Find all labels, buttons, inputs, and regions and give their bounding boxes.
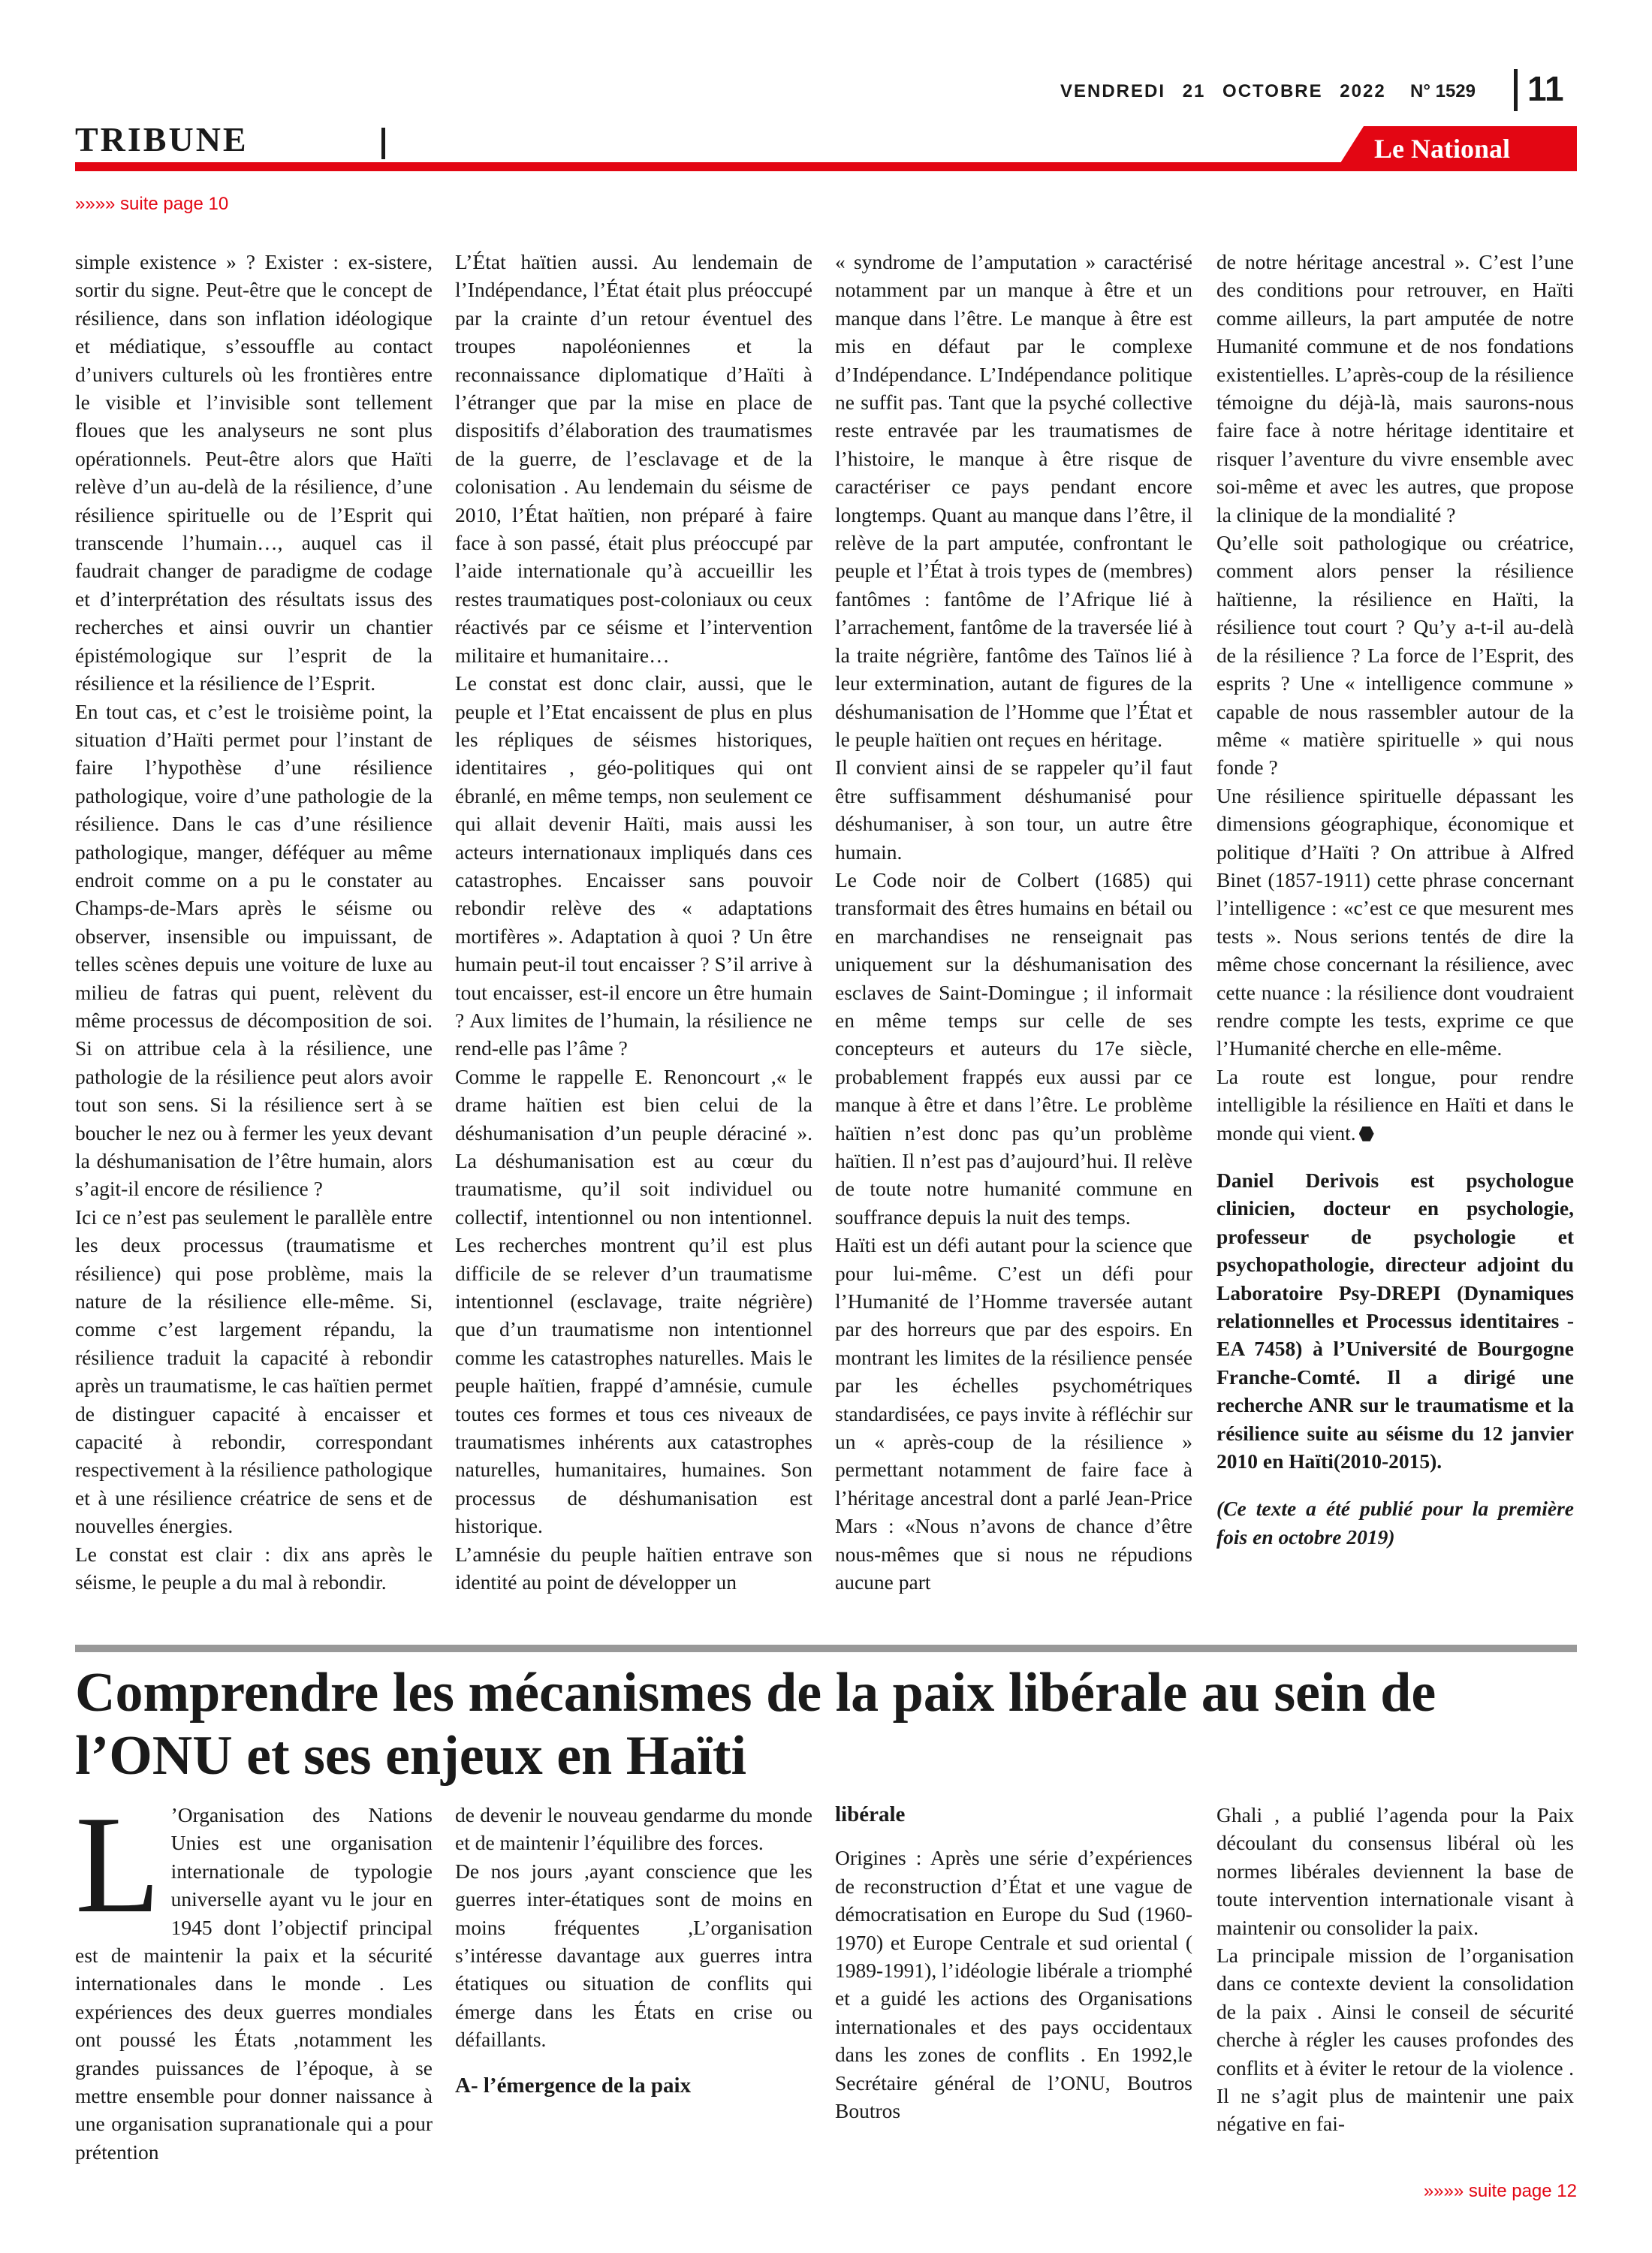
paragraph: Qu’elle soit pathologique ou créatrice, comment alors penser la résilience haïtienne, la résilience en Haïti, la résilience tout court ? Qu’y a-t-il au-delà de la résilience ? La force de l’Esprit, des esprits ? Une « intelligence commune » capable de nous rassembler autour de la même « matière spirituelle » qui nous fonde ?	[1216, 531, 1574, 780]
article2-headline: Comprendre les mécanismes de la paix libérale au sein de l’ONU et ses enjeux en Haïti	[75, 1662, 1436, 1787]
section-divider	[381, 128, 385, 159]
paragraph: « syndrome de l’amputation » caractérisé notamment par un manque à être et un manque dans l’être. Le manque à être est mis en défaut par le complexe d’Indépendance. L’Indépendance politique ne suffit pas. Tant que la psyché collective reste entravée par les traumatismes de l’histoire, le manque à être risque de caractériser ce pays pendant encore longtemps. Quant au manque dans l’être, il relève de la part amputée, confrontant le peuple et l’État à trois types de (membres) fantômes : fantôme de l’Afrique lié à l’arrachement, fantôme de la traversée lié à la traite négrière, fantôme des Taïnos lié à leur extermination, autant de figures de la déshumanisation de l’Homme que l’État et le peuple haïtien ont reçues en héritage.	[835, 250, 1192, 751]
paragraph: Comme le rappelle E. Renoncourt ,« le drame haïtien est bien celui de la déshumanisation d’un peuple déraciné ». La déshumanisation est au cœur du traumatisme, qu’il soit individuel ou collectif, intentionnel ou non intentionnel. Les recherches montrent qu’il est plus difficile de se relever d’un traumatisme intentionnel (esclavage, traite négrière) que d’un traumatisme non intentionnel comme les catastrophes naturelles. Mais le peuple haïtien, frappé d’amnésie, cumule toutes ces formes et tous ces niveaux de traumatismes inhérents aux catastrophes naturelles, humanitaires, humaines. Son processus de déshumanisation est historique.	[455, 1064, 812, 1538]
lead-text: ’Organisation des Nations Unies est une organisation internationale de typologie universelle ayant vu le jour en 1945 dont l’objectif principal est de maintenir la paix et la sécurité internationales dans le monde . Les expériences des deux guerres mondiales ont poussé les États ,notamment les grandes puissances de l’époque, à se mettre ensemble pour donner naissance à une organisation supranationale qui a pour prétention	[75, 1803, 433, 2164]
paragraph: De nos jours ,ayant conscience que les guerres inter-étatiques sont de moins en moins fréquentes ,L’organisation s’intéresse davantage aux guerres intra étatiques ou situation de conflits qui émerge dans les États en crise ou défaillants.	[455, 1859, 812, 2052]
lead-paragraph	[75, 1787, 433, 2166]
subheading: A- l’émergence de la paix	[455, 2073, 692, 2098]
paragraph: de notre héritage ancestral ». C’est l’une des conditions pour retrouver, en Haïti comme ailleurs, la part amputée de notre Humanité commune et de nos fondations existentielles. L’après-coup de la résilience témoigne du déjà-là, mais saurons-nous faire face à notre héritage identitaire et risquer l’aventure du vivre ensemble avec soi-même et avec les autres, que propose la clinique de la mondialité ?	[1216, 250, 1574, 526]
paragraph: Le constat est donc clair, aussi, que le peuple et l’Etat encaissent de plus en plus les répliques de séismes historiques, identitaires , géo-politiques qui ont ébranlé, en même temps, non seulement ce qui allait devenir Haïti, mais aussi les acteurs internationaux impliqués dans ces catastrophes. Encaisser sans pouvoir rebondir relève des « adaptations mortifères ». Adaptation à quoi ? Un être humain peut-il tout encaisser ? S’il arrive à tout encaisser, est-il encore un être humain ? Aux limites de l’humain, la résilience ne rend-elle pas l’âme ?	[455, 671, 812, 1060]
article2-column-4	[1216, 1801, 1574, 2161]
paragraph: L’amnésie du peuple haïtien entrave son identité au point de développer un	[455, 1542, 812, 1594]
paragraph: Ici ce n’est pas seulement le parallèle entre les deux processus (traumatisme et résilience) qui pose problème, mais la nature de la résilience elle-même. Si, comme c’est largement répandu, la résilience traduit la capacité à rebondir après un traumatisme, le cas haïtien permet de distinguer capacité à encaisser et capacité à rebondir, correspondant respectivement à la résilience pathologique et à une résilience créatrice de sens et de nouvelles énergies.	[75, 1205, 433, 1538]
page-number: 11	[1527, 69, 1564, 108]
paragraph: Origines : Après une série d’expériences de reconstruction d’État et une vague de démocratisation en Europe du Sud (1960-1970) et Europe Centrale et sud oriental ( 1989-1991), l’idéologie libérale a triomphé et a guidé les actions des Organisations internationales et des pays occidentaux dans les zones de conflits . En 1992,le Secrétaire général de l’ONU, Boutros Boutros	[835, 1846, 1192, 2123]
subheading-continued: libérale	[835, 1802, 906, 1826]
page-number-divider	[1514, 69, 1518, 111]
paragraph: de devenir le nouveau gendarme du monde et de maintenir l’équilibre des forces.	[455, 1803, 812, 1855]
article1-column-2	[455, 248, 812, 1660]
article1-column-3	[835, 248, 1192, 1660]
issue-date: VENDREDI 21 OCTOBRE 2022	[1060, 81, 1386, 101]
paragraph: Le constat est clair : dix ans après le séisme, le peuple a du mal à rebondir.	[75, 1542, 433, 1594]
publication-note: (Ce texte a été publié pour la première fois en octobre 2019)	[1216, 1497, 1574, 1549]
closing-text: La route est longue, pour rendre intelligible la résilience en Haïti et dans le monde qui vient.	[1216, 1064, 1574, 1145]
article2-column-2	[455, 1801, 812, 2161]
end-mark-icon	[1359, 1126, 1374, 1142]
closing-paragraph	[1216, 1063, 1574, 1147]
drop-cap: L	[75, 1787, 161, 1942]
paragraph: En tout cas, et c’est le troisième point, la situation d’Haïti permet pour l’instant de faire l’hypothèse d’une résilience pathologique, voire d’une pathologie de la résilience. Dans le cas d’une résilience pathologique, manger, déféquer au même endroit comme on a pu le constater au Champs-de-Mars après le séisme ou observer, insensible ou impuissant, de telles scènes depuis une voiture de luxe au milieu de fatras qui puent, relèvent du même processus de décomposition de soi. Si on attribue cela à la résilience, une pathologie de la résilience peut alors avoir tout son sens. Si la résilience sert à se boucher le nez ou à fermer les yeux devant la déshumanisation de l’être humain, alors s’agit-il encore de résilience ?	[75, 699, 433, 1201]
newspaper-name: Le National	[1374, 134, 1511, 164]
article2-column-3	[835, 1801, 1192, 2161]
paragraph: Le Code noir de Colbert (1685) qui transformait des êtres humains en bétail ou en marchandises ne renseignait pas uniquement sur la déshumanisation des esclaves de Saint-Domingue ; il informait en même temps sur celle de ses concepteurs et auteurs du 17e siècle, probablement frappés eux aussi par ce manque à être et dans l’être. Le problème haïtien n’est donc pas qu’un problème haïtien. Il n’est pas d’aujourd’hui. Il relève de toute notre humanité commune en souffrance depuis la nuit des temps.	[835, 867, 1192, 1229]
article-divider	[75, 1645, 1577, 1652]
paragraph: Il convient ainsi de se rappeler qu’il faut être suffisamment déshumanisé pour déshumaniser, à son tour, un autre être humain.	[835, 756, 1192, 864]
article1-column-1	[75, 248, 433, 1660]
paragraph: Une résilience spirituelle dépassant les dimensions géographique, économique et politique d’Haïti ? On attribue à Alfred Binet (1857-1911) cette phrase concernant l’intelligence : «c’est ce que mesurent mes tests ». Nous serions tentés de dire la même chose concernant la résilience, avec cette nuance : la résilience dont voudraient rendre compte les tests, exprime ce que l’Humanité cherche en elle-même.	[1216, 783, 1574, 1060]
issue-number: N° 1529	[1410, 81, 1476, 101]
continued-to-link: »»»» suite page 12	[1423, 2181, 1577, 2201]
continued-from-link: »»»» suite page 10	[75, 194, 229, 214]
author-bio: Daniel Derivois est psychologue clinicien, docteur en psychologie, professeur de psychologie et psychopathologie, directeur adjoint du Laboratoire Psy-DREPI (Dynamiques relationnelles et Processus identitaires - EA 7458) à l’Université de Bourgogne Franche-Comté. Il a dirigé une recherche ANR sur le traumatisme et la résilience suite au séisme du 12 janvier 2010 en Haïti(2010-2015).	[1216, 1169, 1574, 1473]
paragraph: L’État haïtien aussi. Au lendemain de l’Indépendance, l’État était plus préoccupé par la crainte d’un retour éventuel des troupes napoléoniennes et la reconnaissance diplomatique d’Haïti à l’étranger que par la mise en place de dispositifs d’élaboration des traumatismes de la guerre, de l’esclavage et de la colonisation . Au lendemain du séisme de 2010, l’État haïtien, non préparé à faire face à son passé, était plus préoccupé par l’aide internationale qu’à accueillir les restes traumatiques post-coloniaux ou ceux réactivés par ce séisme et l’intervention militaire et humanitaire…	[455, 250, 812, 667]
paragraph: Haïti est un défi autant pour la science que pour lui-même. C’est un défi pour l’Humanité de l’Homme traversée autant par des horreurs que par des espoirs. En montrant les limites de la résilience pensée par les échelles psychométriques standardisées, ce pays invite à réfléchir sur un « après-coup de la résilience » permettant notamment de faire face à l’héritage ancestral dont a parlé Jean-Price Mars : «Nous n’avons de chance d’être nous-mêmes que si nous ne répudions aucune part	[835, 1233, 1192, 1594]
paragraph: Ghali , a publié l’agenda pour la Paix découlant du consensus libéral où les normes libérales deviennent la base de toute intervention internationale visant à maintenir ou consolider la paix.	[1216, 1803, 1574, 1939]
article2-column-1	[75, 1787, 433, 2164]
paragraph: La principale mission de l’organisation dans ce contexte devient la consolidation de la paix . Ainsi le conseil de sécurité cherche à régler les causes profondes des conflits et à éviter le retour de la violence . Il ne s’agit plus de maintenir une paix négative en fai-	[1216, 1944, 1574, 2136]
article1-column-4	[1216, 248, 1574, 1660]
section-label: TRIBUNE	[75, 120, 249, 158]
paragraph: simple existence » ? Exister : ex-sistere, sortir du signe. Peut-être que le concept de résilience, dans son inflation idéologique et médiatique, s’essouffle au contact d’univers culturels où les frontières entre le visible et l’invisible sont tellement floues que les analyseurs ne sont plus opérationnels. Peut-être alors que Haïti relève d’un au-delà de la résilience, d’une résilience spirituelle ou de l’Esprit qui transcende l’humain…, auquel cas il faudrait changer de paradigme de codage et d’interprétation des résultats issus des recherches et ainsi ouvrir un chantier épistémologique sur l’esprit de la résilience et la résilience de l’Esprit.	[75, 250, 433, 695]
